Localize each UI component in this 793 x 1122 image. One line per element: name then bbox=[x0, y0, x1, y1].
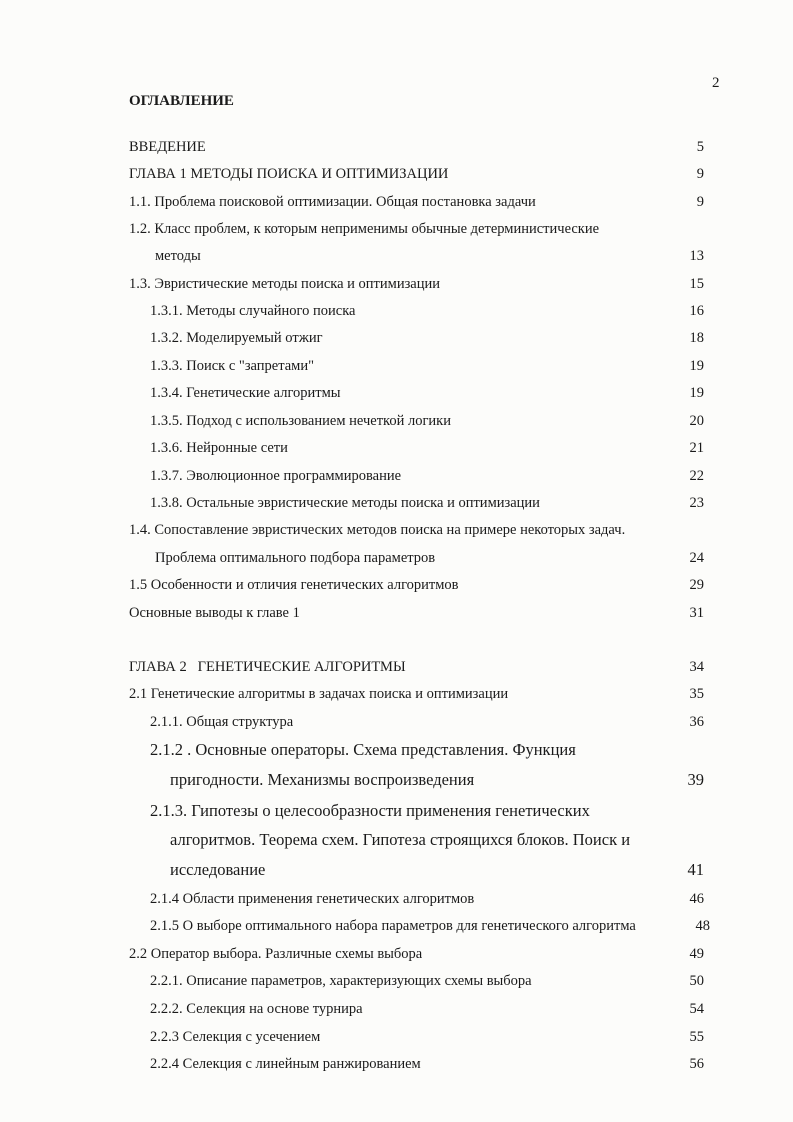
toc-entry-page: 35 bbox=[689, 686, 704, 702]
toc-entry-title: 1.3. Эвристические методы поиска и оптимизации bbox=[129, 276, 441, 292]
toc-entry-title: 1.1. Проблема поисковой оптимизации. Общая постановка задачи bbox=[129, 194, 536, 210]
toc-entry-title: 2.1 Генетические алгоритмы в задачах поиска и оптимизации bbox=[129, 686, 509, 702]
toc-entry-title: 1.3.8. Остальные эвристические методы поиска и оптимизации bbox=[150, 495, 540, 511]
toc-entry-page: 31 bbox=[689, 605, 704, 621]
toc-entry-title: 2.2 Оператор выбора. Различные схемы выбора bbox=[129, 946, 423, 962]
toc-entry-title: 2.2.1. Описание параметров, характеризующих схемы выбора bbox=[150, 973, 532, 989]
toc-entry-page: 15 bbox=[689, 276, 704, 292]
toc-entry-title: 1.3.3. Поиск с "запретами" bbox=[150, 358, 315, 374]
toc-entry-page: 39 bbox=[687, 770, 704, 789]
toc-entry-page: 50 bbox=[689, 973, 704, 989]
toc-entry-page: 29 bbox=[689, 577, 704, 593]
toc-entry-title-line2: пригодности. Механизмы воспроизведения bbox=[170, 770, 475, 789]
toc-entry-page: 22 bbox=[689, 468, 704, 484]
toc-entry-title: Основные выводы к главе 1 bbox=[129, 605, 300, 621]
toc-entry-title: 2.2.4 Селекция с линейным ранжированием bbox=[150, 1056, 421, 1072]
toc-entry-title: 1.3.2. Моделируемый отжиг bbox=[150, 330, 323, 346]
toc-entry-page: 16 bbox=[689, 303, 704, 319]
page-number: 2 bbox=[712, 75, 720, 91]
toc-entry-title: 1.3.4. Генетические алгоритмы bbox=[150, 385, 341, 401]
toc-entry-page: 56 bbox=[689, 1056, 704, 1072]
toc-entry-page: 5 bbox=[696, 139, 704, 155]
toc-entry-page: 20 bbox=[689, 413, 704, 429]
toc-entry-title: 1.3.5. Подход с использованием нечеткой логики bbox=[150, 413, 451, 429]
toc-entry-page: 9 bbox=[696, 194, 704, 210]
toc-entry-page: 41 bbox=[687, 860, 704, 879]
toc-entry-page: 21 bbox=[689, 440, 704, 456]
toc-entry-title-line3: исследование bbox=[170, 860, 266, 879]
toc-entry-title-line1: 1.4. Сопоставление эвристических методов поиска на примере некоторых задач. bbox=[129, 522, 626, 538]
toc-entry-title: 1.5 Особенности и отличия генетических алгоритмов bbox=[129, 577, 459, 593]
toc-entry-title: 2.1.4 Области применения генетических алгоритмов bbox=[150, 891, 475, 907]
toc-entry-page: 55 bbox=[689, 1029, 704, 1045]
toc-entry-title: 1.3.1. Методы случайного поиска bbox=[150, 303, 356, 319]
toc-entry-title: 2.1.1. Общая структура bbox=[150, 714, 294, 730]
toc-entry-title-line2: Проблема оптимального подбора параметров bbox=[155, 550, 436, 566]
toc-entry-page: 46 bbox=[689, 891, 704, 907]
toc-entry-title: 2.2.2. Селекция на основе турнира bbox=[150, 1001, 363, 1017]
toc-entry-title-line2: методы bbox=[155, 248, 201, 264]
toc-entry-page: 48 bbox=[695, 918, 710, 934]
toc-entry-title-line2: алгоритмов. Теорема схем. Гипотеза строящихся блоков. Поиск и bbox=[170, 830, 631, 849]
toc-entry-title: 1.3.6. Нейронные сети bbox=[150, 440, 288, 456]
toc-entry-title: 2.1.5 О выборе оптимального набора параметров для генетического алгоритма bbox=[150, 918, 636, 934]
toc-entry-page: 54 bbox=[689, 1001, 704, 1017]
toc-entry-page: 24 bbox=[689, 550, 704, 566]
toc-entry-page: 19 bbox=[689, 385, 704, 401]
toc-entry-page: 36 bbox=[689, 714, 704, 730]
toc-entry-title-line1: 2.1.3. Гипотезы о целесообразности применения генетических bbox=[150, 801, 590, 820]
toc-entry-page: 34 bbox=[689, 659, 704, 675]
toc-entry-title-line1: 2.1.2 . Основные операторы. Схема представления. Функция bbox=[150, 740, 576, 759]
toc-entry-page: 23 bbox=[689, 495, 704, 511]
toc-entry-page: 19 bbox=[689, 358, 704, 374]
toc-entry-title: ГЛАВА 2 ГЕНЕТИЧЕСКИЕ АЛГОРИТМЫ bbox=[129, 659, 406, 675]
toc-entry-title: 2.2.3 Селекция с усечением bbox=[150, 1029, 321, 1045]
toc-entry-page: 9 bbox=[696, 166, 704, 182]
toc-entry-title: ВВЕДЕНИЕ bbox=[129, 139, 206, 155]
toc-entry-page: 18 bbox=[689, 330, 704, 346]
toc-entry-title: 1.3.7. Эволюционное программирование bbox=[150, 468, 402, 484]
toc-entry-title-line1: 1.2. Класс проблем, к которым неприменимы обычные детерминистические bbox=[129, 221, 600, 237]
toc-entry-page: 49 bbox=[689, 946, 704, 962]
toc-entry-title: ГЛАВА 1 МЕТОДЫ ПОИСКА И ОПТИМИЗАЦИИ bbox=[129, 166, 449, 182]
toc-heading: ОГЛАВЛЕНИЕ bbox=[129, 93, 234, 109]
toc-entry-page: 13 bbox=[689, 248, 704, 264]
